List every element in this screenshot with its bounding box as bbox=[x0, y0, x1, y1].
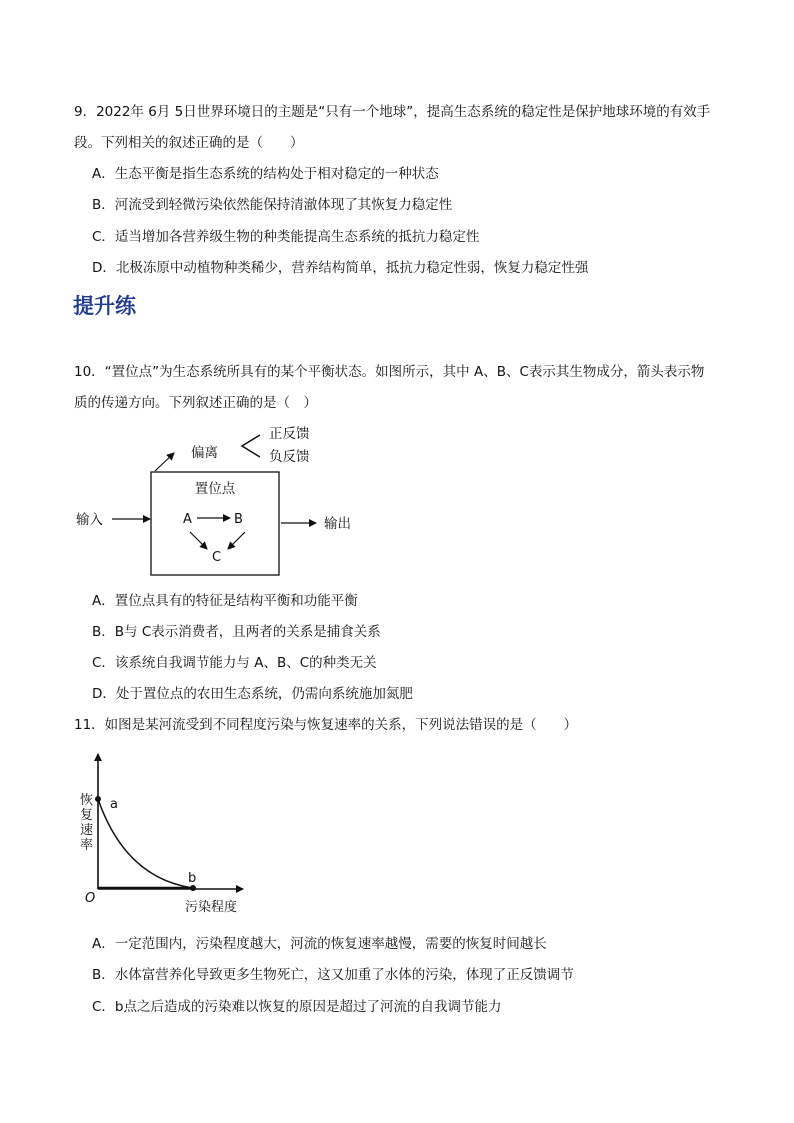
q10-option-a: A．置位点具有的特征是结构平衡和功能平衡 bbox=[92, 593, 358, 609]
q11-stem: 11．如图是某河流受到不同程度污染与恢复速率的关系，下列说法错误的是（ ） bbox=[74, 717, 578, 733]
point-a-label: a bbox=[110, 797, 118, 812]
negative-feedback-label: 负反馈 bbox=[269, 449, 310, 465]
origin-label: O bbox=[85, 891, 96, 906]
deviation-arrow bbox=[155, 453, 174, 471]
feedback-bracket bbox=[242, 435, 260, 457]
recovery-rate-graph bbox=[75, 748, 265, 918]
deviation-label: 偏离 bbox=[191, 445, 218, 461]
y-axis-label: 恢 复 速 率 bbox=[80, 793, 94, 853]
node-c: C bbox=[212, 550, 222, 565]
setpoint-diagram bbox=[70, 420, 370, 585]
node-b: B bbox=[234, 512, 243, 527]
output-label: 输出 bbox=[324, 516, 351, 532]
box-title: 置位点 bbox=[194, 481, 236, 497]
q9-option-b: B．河流受到轻微污染依然能保持清澈体现了其恢复力稳定性 bbox=[92, 197, 453, 213]
q11-option-a: A．一定范围内，污染程度越大，河流的恢复速率越慢，需要的恢复时间越长 bbox=[92, 936, 547, 952]
arrow-a-c bbox=[190, 532, 207, 549]
q9-stem-line1: 9．2022年 6月 5日世界环境日的主题是“只有一个地球”，提高生态系统的稳定性是保护地球环境的有效手 bbox=[74, 104, 711, 120]
recovery-curve bbox=[98, 799, 193, 888]
q11-option-c: C．b点之后造成的污染难以恢复的原因是超过了河流的自我调节能力 bbox=[92, 999, 502, 1015]
q10-option-b: B．B与 C表示消费者，且两者的关系是捕食关系 bbox=[92, 624, 381, 640]
q9-stem-line2: 段。下列相关的叙述正确的是（ ） bbox=[74, 135, 304, 151]
section-heading: 提升练 bbox=[73, 294, 136, 318]
q10-option-d: D．处于置位点的农田生态系统，仍需向系统施加氮肥 bbox=[92, 686, 413, 702]
q10-option-c: C．该系统自我调节能力与 A、B、C的种类无关 bbox=[92, 655, 377, 671]
positive-feedback-label: 正反馈 bbox=[269, 426, 310, 442]
point-b-label: b bbox=[188, 871, 197, 886]
q9-option-c: C．适当增加各营养级生物的种类能提高生态系统的抵抗力稳定性 bbox=[92, 229, 480, 245]
input-label: 输入 bbox=[76, 512, 103, 528]
q9-option-d: D．北极冻原中动植物种类稀少，营养结构简单，抵抗力稳定性弱，恢复力稳定性强 bbox=[92, 260, 589, 276]
q11-option-b: B．水体富营养化导致更多生物死亡，这又加重了水体的污染，体现了正反馈调节 bbox=[92, 967, 574, 983]
q10-stem-line1: 10．“置位点”为生态系统所具有的某个平衡状态。如图所示，其中 A、B、C表示其生物成分，箭头表示物 bbox=[74, 364, 705, 380]
x-axis-label: 污染程度 bbox=[185, 900, 238, 915]
arrow-b-c bbox=[228, 532, 245, 549]
q9-option-a: A．生态平衡是指生态系统的结构处于相对稳定的一种状态 bbox=[92, 166, 439, 182]
node-a: A bbox=[183, 512, 192, 527]
q10-stem-line2: 质的传递方向。下列叙述正确的是（ ） bbox=[74, 395, 317, 411]
